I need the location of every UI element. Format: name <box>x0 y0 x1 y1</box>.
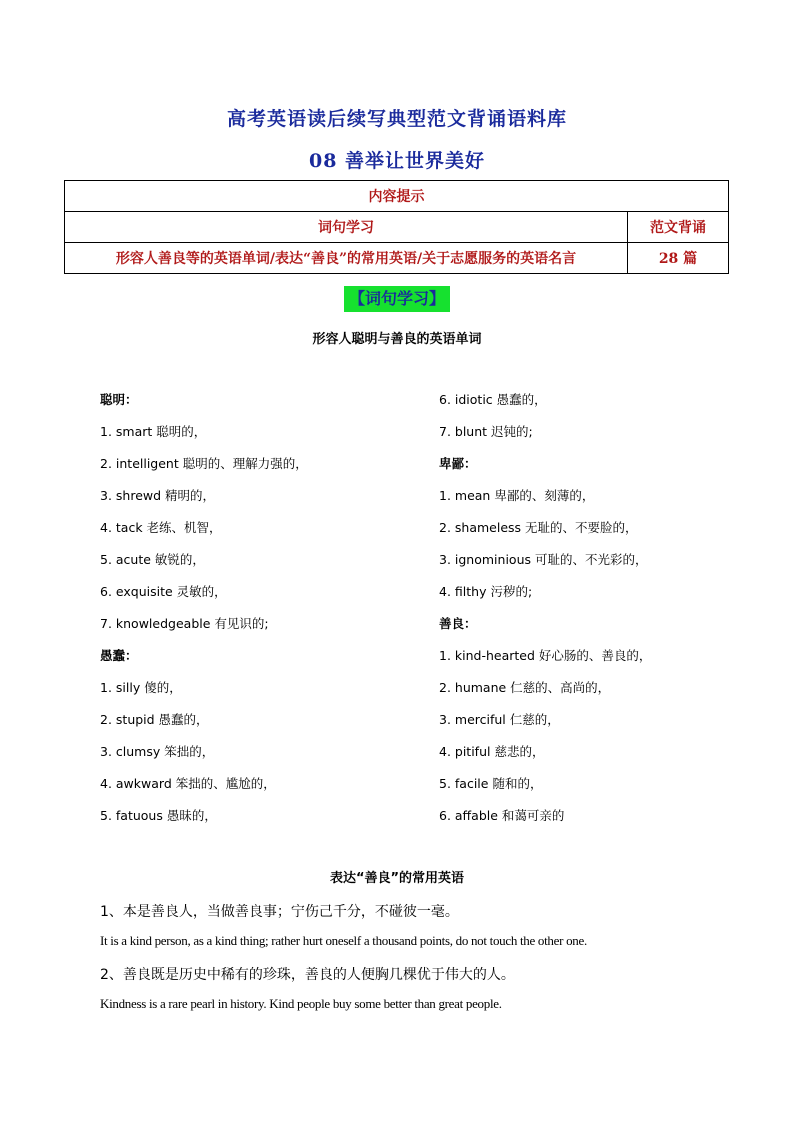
list-item: 2. intelligent 聪明的、理解力强的， <box>100 456 308 471</box>
list-item: 5. fatuous 愚昧的， <box>100 808 217 823</box>
table-row <box>65 181 729 212</box>
section-badge: 【词句学习】 <box>344 286 450 312</box>
document-subtitle: 08 善举让世界美好 <box>308 150 486 172</box>
list-item: 2. stupid 愚蠢的， <box>100 712 209 727</box>
vocab-left-column <box>100 384 308 832</box>
vocab-heading: 形容人聪明与善良的英语单词 <box>312 332 482 347</box>
content-summary-table <box>64 180 729 274</box>
table-cell: 28 篇 <box>628 243 729 274</box>
table-header-cell: 范文背诵 <box>628 212 729 243</box>
table-row <box>65 243 729 274</box>
list-item: 2. shameless 无耻的、不要脸的， <box>439 520 638 535</box>
list-item: 4. pitiful 慈悲的， <box>439 744 545 759</box>
list-item: 2. humane 仁慈的、高尚的， <box>439 680 611 695</box>
list-item: 3. ignominious 可耻的、不光彩的， <box>439 552 648 567</box>
list-item: 5. acute 敏锐的， <box>100 552 205 567</box>
phrase-chinese: 1、本是善良人，当做善良事；宁伤己千分，不碰彼一毫。 <box>100 904 459 920</box>
list-item: 7. knowledgeable 有见识的; <box>100 616 269 631</box>
list-item: 3. clumsy 笨拙的， <box>100 744 215 759</box>
list-item: 1. smart 聪明的， <box>100 424 207 439</box>
list-item: 6. idiotic 愚蠢的， <box>439 392 547 407</box>
phrases-heading: 表达“善良”的常用英语 <box>329 871 465 886</box>
table-cell: 形容人善良等的英语单词/表达“善良”的常用英语/关于志愿服务的英语名言 <box>65 243 628 274</box>
vocab-right-column <box>439 384 651 832</box>
list-item: 4. tack 老练、机智， <box>100 520 222 535</box>
document-title: 高考英语读后续写典型范文背诵语料库 <box>226 108 567 130</box>
phrase-chinese: 2、善良既是历史中稀有的珍珠，善良的人便胸几棵优于伟大的人。 <box>100 967 515 983</box>
list-item: 4. awkward 笨拙的、尴尬的， <box>100 776 276 791</box>
list-item: 3. merciful 仁慈的， <box>439 712 560 727</box>
table-caption-cell: 内容提示 <box>65 181 729 212</box>
list-item: 4. filthy 污秽的; <box>439 584 533 599</box>
list-item: 6. affable 和蔼可亲的 <box>439 808 565 823</box>
table-row <box>65 212 729 243</box>
list-item: 愚蠢： <box>100 648 138 663</box>
list-item: 1. kind-hearted 好心肠的、善良的， <box>439 648 652 663</box>
list-item: 3. shrewd 精明的， <box>100 488 216 503</box>
table-header-cell: 词句学习 <box>65 212 628 243</box>
phrase-english: Kindness is a rare pearl in history. Kind people buy some better than great people. <box>100 996 502 1011</box>
list-item: 1. silly 傻的， <box>100 680 182 695</box>
list-item: 5. facile 随和的， <box>439 776 543 791</box>
phrase-english: It is a kind person, as a kind thing; rather hurt oneself a thousand points, do not touch the other one. <box>100 933 587 948</box>
list-item: 善良： <box>439 616 477 631</box>
list-item: 聪明： <box>100 392 138 407</box>
list-item: 卑鄙： <box>439 456 477 471</box>
list-item: 7. blunt 迟钝的; <box>439 424 533 439</box>
list-item: 6. exquisite 灵敏的， <box>100 584 227 599</box>
list-item: 1. mean 卑鄙的、刻薄的， <box>439 488 595 503</box>
